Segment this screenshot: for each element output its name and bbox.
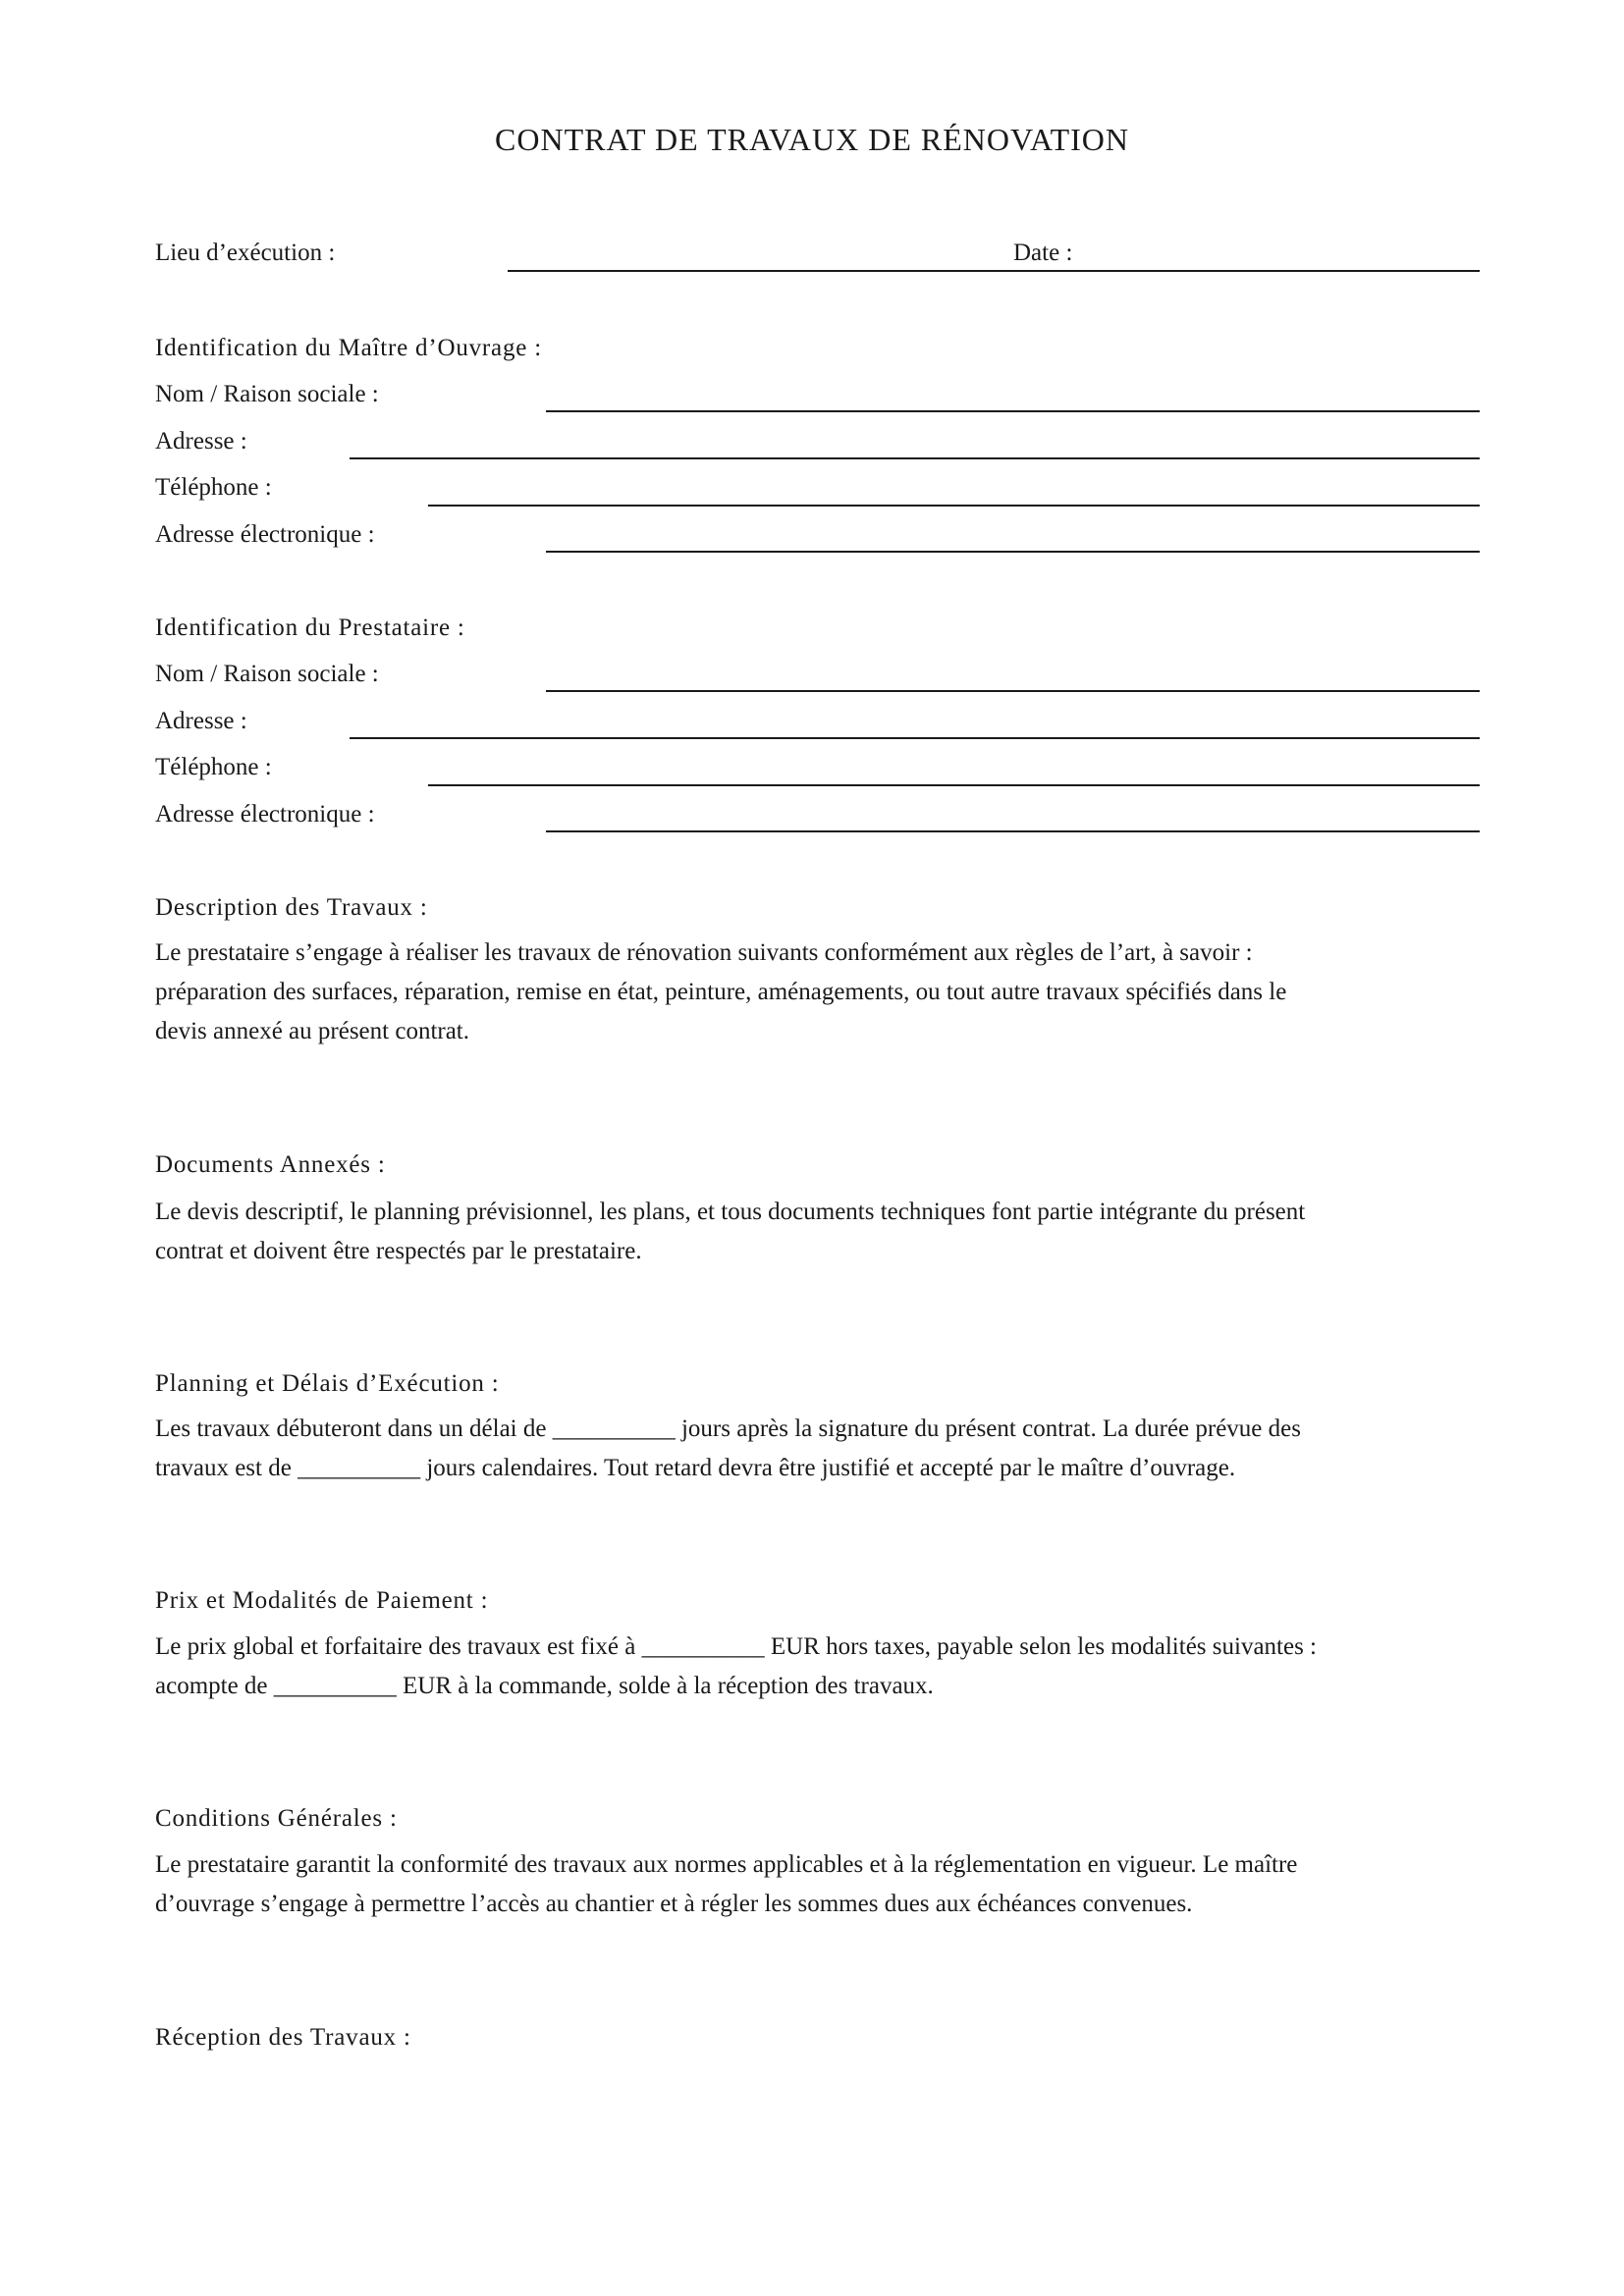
- mo-nom-field[interactable]: [546, 410, 1480, 412]
- maitre-ouvrage-heading: Identification du Maître d’Ouvrage :: [155, 335, 542, 361]
- pr-telephone-label: Téléphone :: [155, 754, 272, 780]
- pr-telephone-field[interactable]: [428, 784, 1480, 786]
- mo-email-label: Adresse électronique :: [155, 521, 375, 548]
- document-title: CONTRAT DE TRAVAUX DE RÉNOVATION: [495, 122, 1129, 157]
- pr-adresse-field[interactable]: [350, 737, 1480, 739]
- prestataire-heading: Identification du Prestataire :: [155, 614, 465, 641]
- conditions-paragraph: [155, 1845, 1471, 1924]
- description-line: Le prestataire s’engage à réaliser les travaux de rénovation suivants conformément aux règles de l’art, à savoir :: [155, 939, 1253, 966]
- mo-nom-label: Nom / Raison sociale :: [155, 381, 379, 407]
- mo-adresse-field[interactable]: [350, 457, 1480, 459]
- planning-heading: Planning et Délais d’Exécution :: [155, 1370, 500, 1397]
- conditions-line: d’ouvrage s’engage à permettre l’accès au chantier et à régler les sommes dues aux échéances convenues.: [155, 1891, 1193, 1917]
- mo-telephone-field[interactable]: [428, 505, 1480, 507]
- pr-adresse-label: Adresse :: [155, 708, 247, 734]
- mo-telephone-label: Téléphone :: [155, 474, 272, 501]
- prix-paragraph: [155, 1628, 1471, 1706]
- conditions-heading: Conditions Générales :: [155, 1805, 398, 1832]
- documents-heading: Documents Annexés :: [155, 1151, 386, 1178]
- description-heading: Description des Travaux :: [155, 894, 428, 921]
- prix-heading: Prix et Modalités de Paiement :: [155, 1587, 489, 1614]
- documents-paragraph: [155, 1193, 1471, 1271]
- date-label: Date :: [1013, 239, 1076, 268]
- prix-line: Le prix global et forfaitaire des travaux est fixé à __________ EUR hors taxes, payable selon les modalités suivantes :: [155, 1633, 1318, 1660]
- lieu-label: Lieu d’exécution :: [155, 240, 336, 266]
- pr-nom-label: Nom / Raison sociale :: [155, 661, 379, 687]
- planning-line: Les travaux débuteront dans un délai de __________ jours après la signature du présent contrat. La durée prévue des: [155, 1415, 1301, 1442]
- planning-paragraph: [155, 1410, 1471, 1488]
- planning-line: travaux est de __________ jours calendaires. Tout retard devra être justifié et accepté par le maître d’ouvrage.: [155, 1455, 1236, 1481]
- pr-email-field[interactable]: [546, 830, 1480, 832]
- lieu-date-field-line[interactable]: [508, 270, 1480, 272]
- mo-email-field[interactable]: [546, 551, 1480, 553]
- description-line: préparation des surfaces, réparation, remise en état, peinture, aménagements, ou tout autre travaux spécifiés dans le: [155, 979, 1287, 1005]
- description-line: devis annexé au présent contrat.: [155, 1018, 470, 1044]
- mo-adresse-label: Adresse :: [155, 428, 247, 454]
- pr-nom-field[interactable]: [546, 690, 1480, 692]
- documents-line: contrat et doivent être respectés par le prestataire.: [155, 1238, 642, 1264]
- reception-heading: Réception des Travaux :: [155, 2024, 411, 2051]
- pr-email-label: Adresse électronique :: [155, 801, 375, 828]
- conditions-line: Le prestataire garantit la conformité des travaux aux normes applicables et à la réglementation en vigueur. Le maître: [155, 1851, 1298, 1878]
- description-paragraph: [155, 934, 1471, 1051]
- prix-line: acompte de __________ EUR à la commande, solde à la réception des travaux.: [155, 1673, 934, 1699]
- documents-line: Le devis descriptif, le planning prévisionnel, les plans, et tous documents techniques font partie intégrante du présent: [155, 1199, 1306, 1225]
